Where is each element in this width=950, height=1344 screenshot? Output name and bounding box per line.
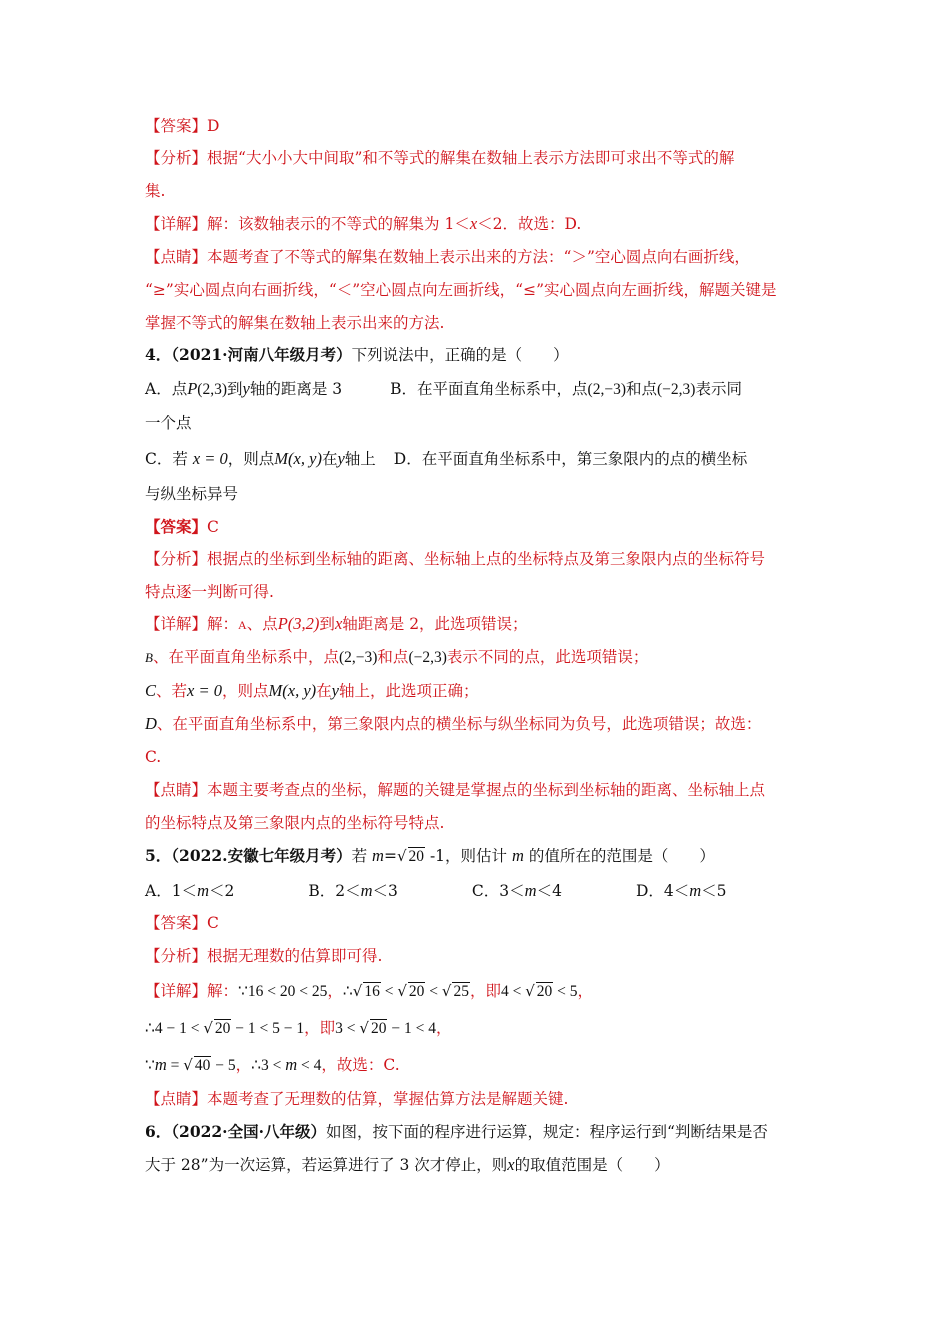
q5-comment: 【点睛】本题考查了无理数的估算，掌握估算方法是解题关键.	[145, 1090, 569, 1108]
q4-answer: 【答案】C	[145, 517, 219, 536]
q5-analysis: 【分析】根据无理数的估算即可得.	[145, 947, 383, 965]
q4-detail-3: C、若x = 0，则点M(x, y)在y轴上，此选项正确；	[145, 681, 479, 700]
q4-detail-4-cont: C.	[145, 748, 162, 766]
q4-detail-1: 【详解】解：A、点P(3,2)到x轴距离是 2，此选项错误；	[145, 614, 528, 633]
q4-option-b-cont: 一个点	[145, 414, 192, 432]
q5-option-c: C．3＜m＜4	[471, 881, 562, 900]
q4-option-d-cont: 与纵坐标异号	[145, 485, 239, 503]
q6-stem-cont: 大于 28”为一次运算，若运算进行了 3 次才停止，则x的取值范围是（ ）	[145, 1155, 670, 1174]
q3-comment-cont-2: 掌握不等式的解集在数轴上表示出来的方法.	[145, 314, 445, 332]
q5-detail-1: 【详解】解：∵16 < 20 < 25，∴√ 16 < √ 20 < √ 25，即4 < √ 20 < 5，	[145, 982, 594, 1000]
q4-comment: 【点睛】本题主要考查点的坐标，解题的关键是掌握点的坐标到坐标轴的距离、坐标轴上点	[145, 781, 766, 799]
q5-detail-3: ∵m = √ 40 − 5，∴3 < m < 4，故选：C.	[145, 1055, 400, 1074]
q4-option-c: C．若 x = 0，则点M(x, y)在y轴上	[145, 449, 376, 468]
q5-option-d: D．4＜m＜5	[635, 881, 727, 900]
q4-detail-2: B、在平面直角坐标系中，点(2,−3)和点(−2,3)表示不同的点，此选项错误；	[145, 648, 649, 666]
q5-detail-2: ∴4 − 1 < √ 20 − 1 < 5 − 1，即3 < √ 20 − 1 < 4，	[145, 1019, 452, 1037]
q4-comment-cont: 的坐标特点及第三象限内点的坐标符号特点.	[145, 814, 445, 832]
q4-detail-4: D、在平面直角坐标系中，第三象限内点的横坐标与纵坐标同为负号，此选项错误；故选：	[145, 714, 762, 733]
q4-analysis: 【分析】根据点的坐标到坐标轴的距离、坐标轴上点的坐标特点及第三象限内点的坐标符号	[145, 550, 766, 568]
q4-options-cd	[145, 448, 747, 470]
q5-options	[145, 880, 727, 902]
q3-analysis-cont: 集.	[145, 182, 166, 200]
q4-option-b: B．在平面直角坐标系中，点(2,−3)和点(−2,3)表示同	[390, 380, 742, 398]
q4-analysis-cont: 特点逐一判断可得.	[145, 583, 274, 601]
q5-option-a: A．1＜m＜2	[145, 881, 235, 900]
q4-option-d: D．在平面直角坐标系中，第三象限内的点的横坐标	[393, 450, 748, 468]
q4-options-ab	[145, 378, 742, 401]
q6-stem: 6．（2022·全国·八年级）如图，按下面的程序进行运算，规定：程序运行到“判断结果是否	[145, 1122, 768, 1141]
q3-comment: 【点睛】本题考查了不等式的解集在数轴上表示出来的方法：“＞”空心圆点向右画折线，	[145, 248, 750, 266]
q5-stem: 5．（2022.安徽七年级月考）若 m=√ 20 -1，则估计 m 的值所在的范围是（ ）	[145, 846, 715, 865]
q4-stem: 4．（2021·河南八年级月考）下列说法中，正确的是（ ）	[145, 345, 569, 364]
q3-detail: 【详解】解：该数轴表示的不等式的解集为 1＜x＜2．故选：D.	[145, 214, 582, 233]
q5-answer: 【答案】C	[145, 914, 219, 932]
q3-comment-cont-1: “≥”实心圆点向右画折线，“＜”空心圆点向左画折线，“≤”实心圆点向左画折线，解题关键是	[145, 281, 777, 299]
q5-option-b: B．2＜m＜3	[308, 881, 398, 900]
q3-answer: 【答案】D	[145, 117, 220, 135]
q4-option-a: A．点P(2,3)到y轴的距离是 3	[145, 379, 343, 398]
q3-analysis: 【分析】根据“大小小大中间取”和不等式的解集在数轴上表示方法即可求出不等式的解	[145, 149, 735, 167]
